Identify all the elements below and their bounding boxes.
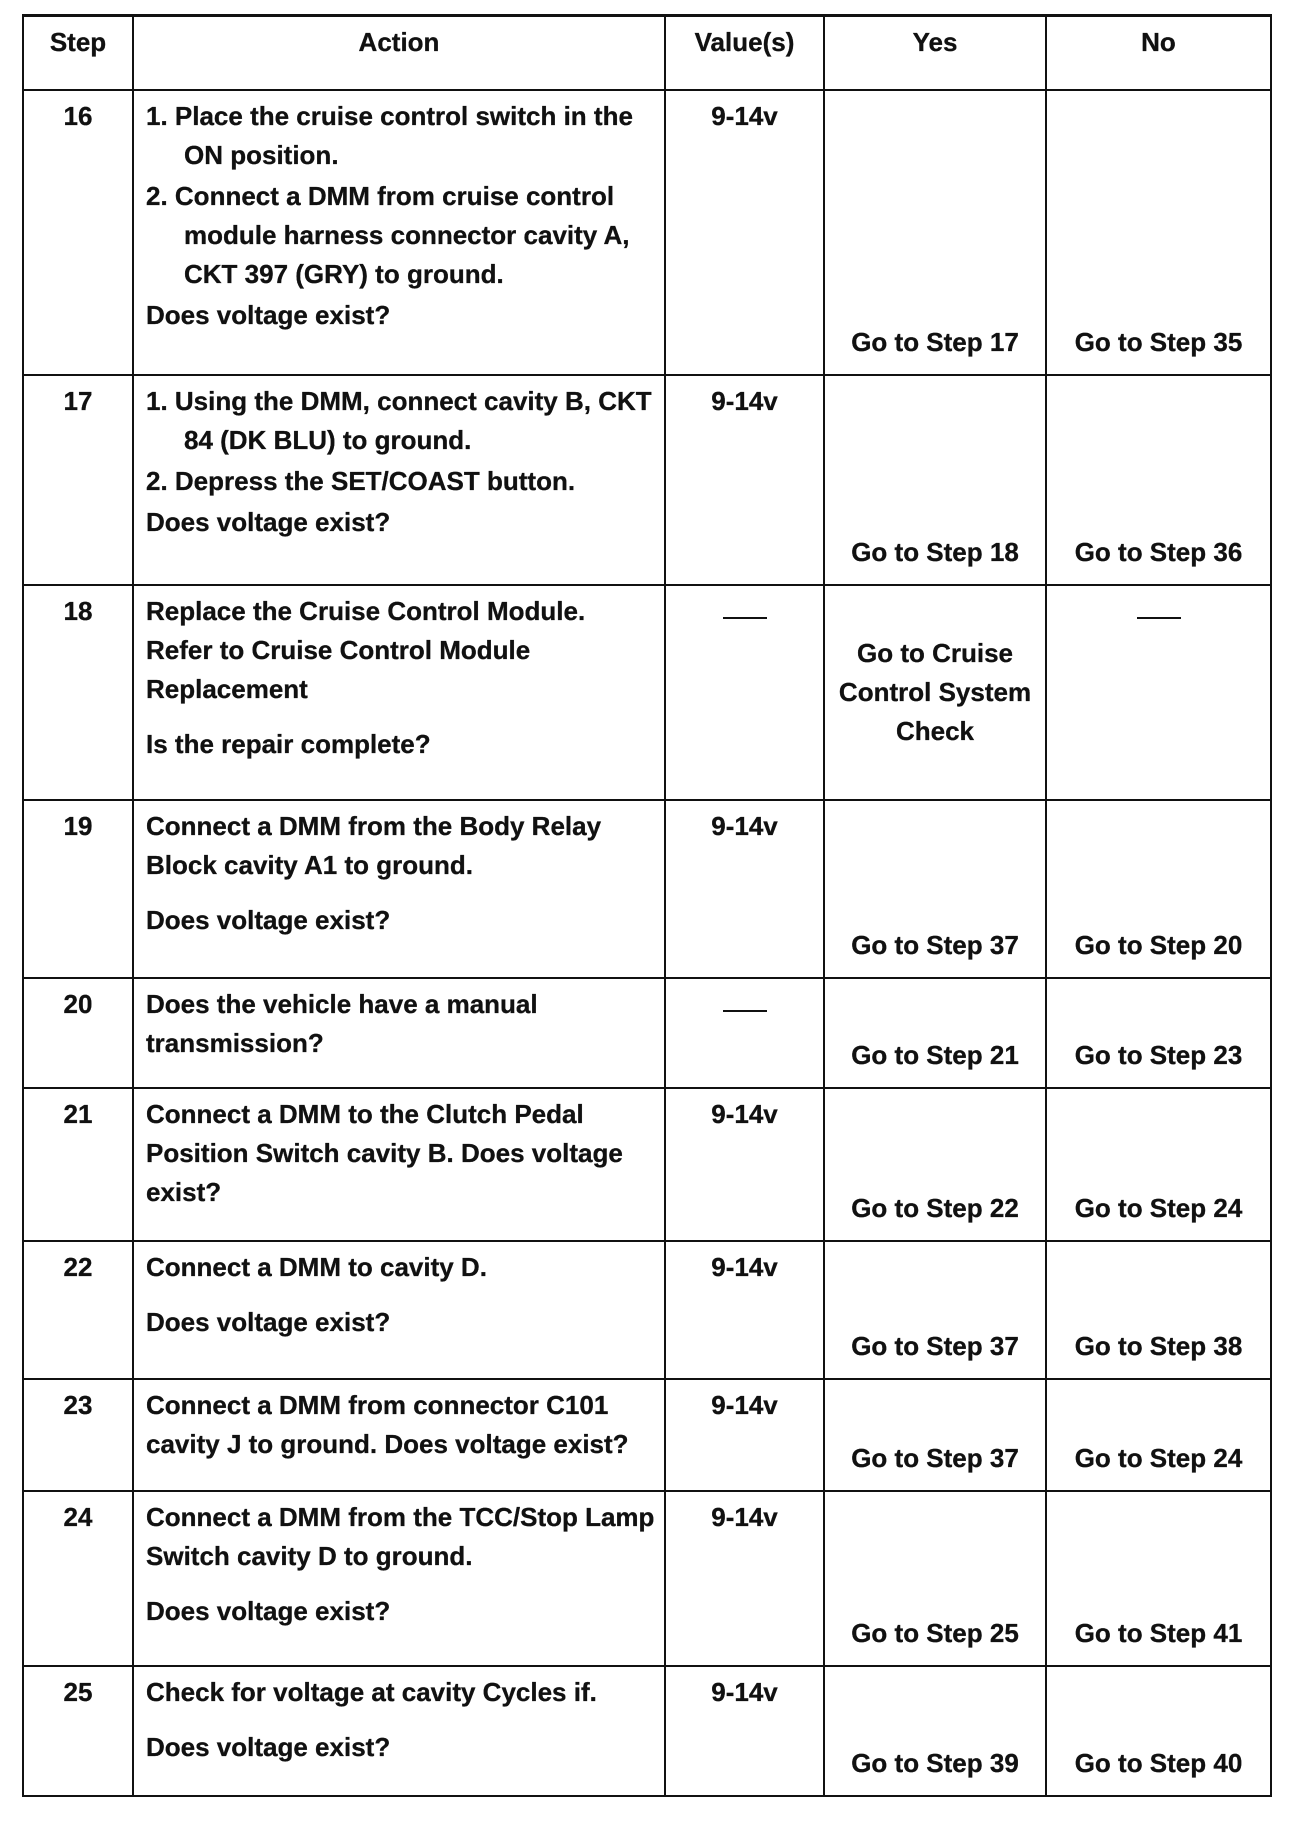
value-cell: 9-14v — [665, 1241, 824, 1379]
table-row — [23, 1088, 1271, 1241]
action-question: Does voltage exist? — [146, 1731, 391, 1762]
value-cell — [665, 978, 824, 1088]
header-yes: Yes — [824, 16, 1046, 90]
step-number: 17 — [23, 375, 133, 585]
value-cell: 9-14v — [665, 375, 824, 585]
no-cell: Go to Step 24 — [1046, 1088, 1271, 1241]
action-cell — [133, 90, 665, 375]
action-line: Connect a DMM from the TCC/Stop Lamp Switch cavity D to ground. — [146, 1501, 655, 1571]
step-number: 22 — [23, 1241, 133, 1379]
yes-cell: Go to Step 37 — [824, 1379, 1046, 1491]
table-row — [23, 1666, 1271, 1796]
action-cell — [133, 585, 665, 800]
table-row — [23, 585, 1271, 800]
value-cell: 9-14v — [665, 1088, 824, 1241]
step-number: 25 — [23, 1666, 133, 1796]
value-cell: 9-14v — [665, 1379, 824, 1491]
header-value: Value(s) — [665, 16, 824, 90]
not-applicable-dash — [723, 1010, 767, 1012]
table-header-row — [23, 16, 1271, 90]
action-line: Does the vehicle have a manual transmission? — [146, 988, 538, 1058]
yes-cell: Go to Step 21 — [824, 978, 1046, 1088]
action-item: 1. Using the DMM, connect cavity B, CKT 84 (DK BLU) to ground. — [146, 385, 652, 455]
action-question: Does voltage exist? — [146, 904, 391, 935]
action-cell — [133, 1379, 665, 1491]
action-cell — [133, 1241, 665, 1379]
action-cell — [133, 1491, 665, 1666]
step-number: 23 — [23, 1379, 133, 1491]
action-question: Does voltage exist? — [146, 1595, 391, 1626]
action-question: Does voltage exist? — [146, 506, 391, 537]
action-item: 2. Connect a DMM from cruise control module harness connector cavity A, CKT 397 (GRY) to ground. — [146, 180, 630, 289]
yes-cell: Go to Step 17 — [824, 90, 1046, 375]
table-row — [23, 978, 1271, 1088]
action-line: Replace the Cruise Control Module. — [146, 595, 586, 626]
action-question: Does voltage exist? — [146, 1306, 391, 1337]
action-cell — [133, 1088, 665, 1241]
step-number: 18 — [23, 585, 133, 800]
value-cell: 9-14v — [665, 90, 824, 375]
value-cell: 9-14v — [665, 1666, 824, 1796]
action-question: Is the repair complete? — [146, 728, 431, 759]
yes-cell: Go to Step 37 — [824, 1241, 1046, 1379]
yes-cell: Go to Step 37 — [824, 800, 1046, 978]
no-cell: Go to Step 35 — [1046, 90, 1271, 375]
not-applicable-dash — [1137, 617, 1181, 619]
step-number: 16 — [23, 90, 133, 375]
step-number: 19 — [23, 800, 133, 978]
header-step: Step — [23, 16, 133, 90]
no-cell: Go to Step 41 — [1046, 1491, 1271, 1666]
action-line: Refer to Cruise Control Module Replacement — [146, 634, 531, 704]
step-number: 24 — [23, 1491, 133, 1666]
action-line: Connect a DMM to cavity D. — [146, 1251, 487, 1282]
table-row — [23, 1491, 1271, 1666]
no-cell: Go to Step 23 — [1046, 978, 1271, 1088]
step-number: 20 — [23, 978, 133, 1088]
action-line: Connect a DMM from the Body Relay Block cavity A1 to ground. — [146, 810, 602, 880]
action-cell — [133, 375, 665, 585]
no-cell — [1046, 585, 1271, 800]
value-cell: 9-14v — [665, 800, 824, 978]
yes-cell: Go to Step 22 — [824, 1088, 1046, 1241]
table-row — [23, 375, 1271, 585]
header-no: No — [1046, 16, 1271, 90]
action-line: Check for voltage at cavity Cycles if. — [146, 1676, 597, 1707]
no-cell: Go to Step 40 — [1046, 1666, 1271, 1796]
yes-cell: Go to Step 25 — [824, 1491, 1046, 1666]
table-row — [23, 1241, 1271, 1379]
yes-cell: Go to Cruise Control System Check — [824, 585, 1046, 800]
no-cell: Go to Step 36 — [1046, 375, 1271, 585]
no-cell: Go to Step 20 — [1046, 800, 1271, 978]
action-line: Connect a DMM from connector C101 cavity J to ground. Does voltage exist? — [146, 1389, 629, 1459]
table-row — [23, 90, 1271, 375]
table-row — [23, 800, 1271, 978]
action-cell — [133, 800, 665, 978]
action-cell — [133, 1666, 665, 1796]
value-cell: 9-14v — [665, 1491, 824, 1666]
action-line: Connect a DMM to the Clutch Pedal Position Switch cavity B. Does voltage exist? — [146, 1098, 623, 1207]
diagnostic-table-sheet — [22, 14, 1270, 1816]
action-question: Does voltage exist? — [146, 299, 391, 330]
yes-cell: Go to Step 39 — [824, 1666, 1046, 1796]
not-applicable-dash — [723, 617, 767, 619]
no-cell: Go to Step 38 — [1046, 1241, 1271, 1379]
no-cell: Go to Step 24 — [1046, 1379, 1271, 1491]
action-cell — [133, 978, 665, 1088]
action-item: 1. Place the cruise control switch in the ON position. — [146, 100, 633, 170]
value-cell — [665, 585, 824, 800]
diagnostic-table — [22, 14, 1272, 1797]
step-number: 21 — [23, 1088, 133, 1241]
table-row — [23, 1379, 1271, 1491]
header-action: Action — [133, 16, 665, 90]
yes-cell: Go to Step 18 — [824, 375, 1046, 585]
action-item: 2. Depress the SET/COAST button. — [146, 465, 576, 496]
